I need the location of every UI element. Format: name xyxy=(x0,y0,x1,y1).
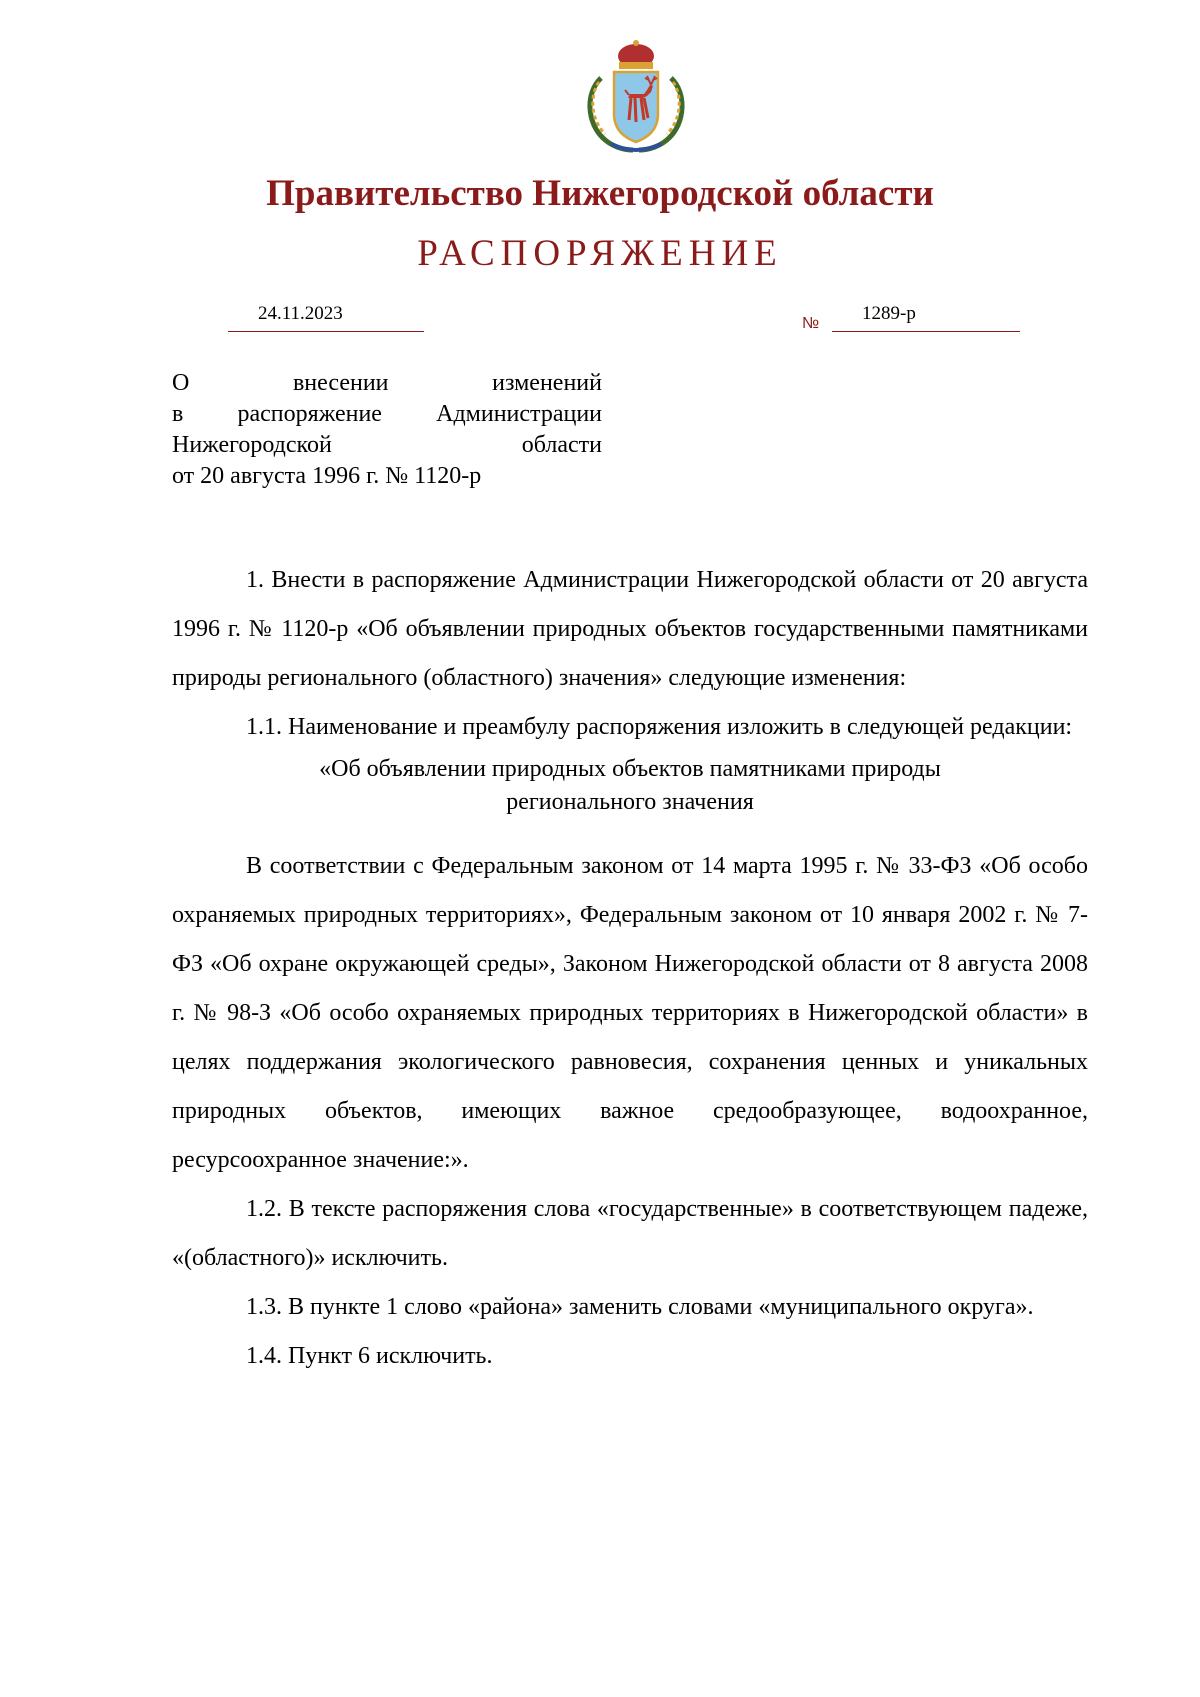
document-subject xyxy=(172,368,602,492)
subject-line: в распоряжение Администрации xyxy=(172,401,602,427)
quoted-title-line: «Об объявлении природных объектов памятниками природы xyxy=(319,756,941,782)
paragraph-1-3: 1.3. В пункте 1 слово «района» заменить словами «муниципального округа». xyxy=(246,1294,1034,1320)
number-sign: № xyxy=(802,315,820,332)
subject-line: Нижегородской области xyxy=(172,432,602,458)
paragraph-1-1: 1.1. Наименование и преамбулу распоряжения изложить в следующей редакции: xyxy=(246,714,1073,740)
subject-line: от 20 августа 1996 г. № 1120-р xyxy=(172,463,482,489)
coat-of-arms-icon xyxy=(581,38,691,156)
number-underline xyxy=(832,331,1020,332)
subject-line: О внесении изменений xyxy=(172,370,602,396)
paragraph-1: 1. Внести в распоряжение Администрации Нижегородской области от 20 августа 1996 г. № 1120-р «Об объявлении природных объектов государственными памятниками природы регионального (областного) значения» следующие изменения: xyxy=(172,567,1088,691)
document-number: 1289-р xyxy=(862,303,916,324)
quoted-title xyxy=(172,753,1088,819)
document-date: 24.11.2023 xyxy=(258,303,343,324)
paragraph-1-2: 1.2. В тексте распоряжения слова «государственные» в соответствующем падеже, «(областного)» исключить. xyxy=(172,1196,1088,1271)
paragraph-1-4: 1.4. Пункт 6 исключить. xyxy=(246,1343,493,1369)
issuing-authority: Правительство Нижегородской области xyxy=(266,173,934,214)
document-type: РАСПОРЯЖЕНИЕ xyxy=(417,233,783,274)
document-body xyxy=(172,556,1088,1381)
quoted-title-line: регионального значения xyxy=(506,789,754,815)
date-underline xyxy=(228,331,424,332)
preamble-paragraph: В соответствии с Федеральным законом от 14 марта 1995 г. № 33-ФЗ «Об особо охраняемых природных территориях», Федеральным законом от 10 января 2002 г. № 7-ФЗ «Об охране окружающей среды», Законом Нижегородской области от 8 августа 2008 г. № 98-З «Об особо охраняемых природных территориях в Нижегородской области» в целях поддержания экологического равновесия, сохранения ценных и уникальных природных объектов, имеющих важное средообразующее, водоохранное, ресурсоохранное значение:». xyxy=(172,853,1088,1173)
